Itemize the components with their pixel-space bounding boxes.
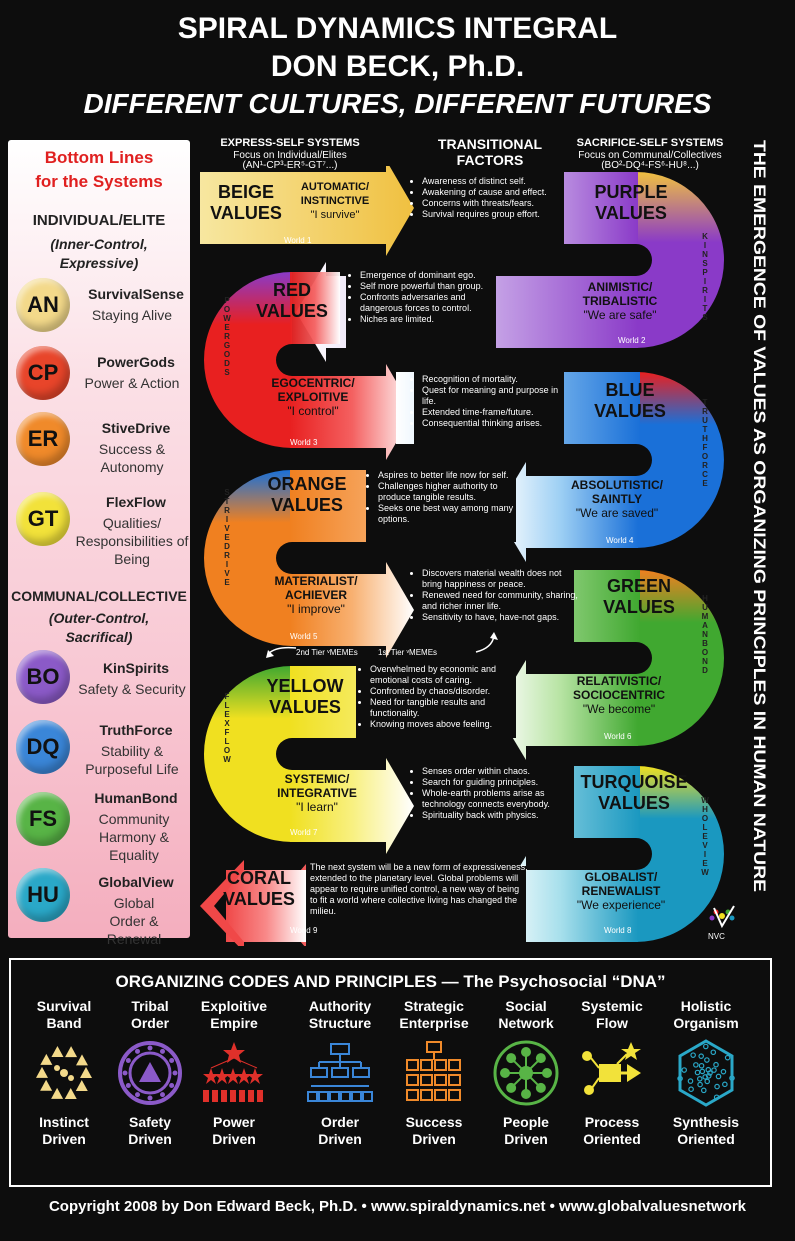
code-bottom-label-3: Order Driven	[318, 1114, 362, 1147]
code-top-label-3: Authority Structure	[308, 998, 372, 1031]
yellow-title: YELLOW VALUES	[266, 676, 344, 717]
survival-icon	[29, 1038, 99, 1108]
system-desc-fs: Community Harmony & Equality	[98, 811, 170, 863]
organism-icon	[671, 1038, 741, 1108]
system-name-fs: HumanBond	[94, 790, 178, 806]
purple-stage: ANIMISTIC/ TRIBALISTIC "We are safe"	[582, 280, 658, 322]
system-desc-gt: Qualities/ Responsibilities of Being	[75, 515, 189, 567]
purple-title: PURPLE VALUES	[594, 182, 668, 223]
system-desc-dq: Stability & Purposeful Life	[85, 743, 179, 777]
code-bottom-label-7: Synthesis Oriented	[672, 1114, 740, 1147]
system-desc-hu: Global Order & Renewal	[106, 895, 162, 947]
transition-6: • Overwhelmed by economic and emotional costs of caring. • Confronted by chaos/disorder. • Need for tangible results and functionality. • Knowing moves above feeling.	[360, 664, 530, 730]
svg-text:THE EMERGENCE OF VALUES AS ORG: THE EMERGENCE OF VALUES AS ORGANIZING PRINCIPLES IN HUMAN NATURE	[750, 140, 769, 801]
tier-2-label: 2nd Tier ᵛMEMEs	[296, 648, 358, 657]
orange-title: ORANGE VALUES	[267, 474, 347, 515]
green-stage: RELATIVISTIC/ SOCIOCENTRIC "We become"	[572, 674, 665, 716]
system-desc-er: Success & Autonomy	[98, 441, 166, 475]
flow-icon	[577, 1038, 647, 1108]
tribal-icon	[115, 1038, 185, 1108]
orange-stage: MATERIALIST/ ACHIEVER "I improve"	[274, 574, 358, 616]
code-top-label-7: Holistic Organism	[673, 998, 739, 1031]
sacrifice-self-focus: Focus on Communal/Collectives	[578, 150, 722, 161]
code-circle-hu: HU	[16, 868, 70, 922]
code-top-label-6: Systemic Flow	[581, 998, 643, 1031]
nvc-logo-icon	[706, 904, 738, 932]
code-top-label-1: Tribal Order	[130, 998, 170, 1031]
world-9: World 9	[290, 926, 318, 935]
network-icon	[491, 1038, 561, 1108]
code-top-label-5: Social Network	[498, 998, 554, 1031]
transition-1: • Awareness of distinct self. • Awakening of cause and effect. • Concerns with threats/fears. • Survival requires group effort.	[412, 176, 568, 220]
sidebar	[8, 140, 190, 947]
system-name-gt: FlexFlow	[106, 494, 166, 510]
express-self-focus: Focus on Individual/Elites	[233, 150, 347, 161]
code-circle-cp: CP	[16, 346, 70, 400]
code-circle-fs: FS	[16, 792, 70, 846]
transition-2: • Emergence of dominant ego. • Self more powerful than group. • Confronts adversaries and dangerous forces to control. • Niches are limited.	[350, 270, 500, 325]
beige-stage: AUTOMATIC/ INSTINCTIVE "I survive"	[300, 181, 370, 221]
title-line-3: DIFFERENT CULTURES, DIFFERENT FUTURES	[83, 88, 712, 119]
nvc-logo-text: NVC	[708, 932, 725, 941]
express-self-title: EXPRESS-SELF SYSTEMS	[220, 137, 360, 149]
turquoise-title: TURQUOISE VALUES	[580, 772, 688, 813]
beige-title: BEIGE VALUES	[210, 182, 282, 223]
turquoise-stage: GLOBALIST/ RENEWALIST "We experience"	[576, 870, 666, 912]
code-circle-an: AN	[16, 278, 70, 332]
transition-4: • Aspires to better life now for self. • Challenges higher authority to produce tangible results. • Seeks one best way among many options.	[368, 470, 528, 525]
system-desc-bo: Safety & Security	[78, 681, 186, 697]
enterprise-icon	[399, 1038, 469, 1108]
code-bottom-label-2: Power Driven	[212, 1114, 256, 1147]
sacrifice-self-title: SACRIFICE-SELF SYSTEMS	[576, 137, 724, 149]
communal-sub-2: Sacrifical)	[65, 629, 133, 645]
system-name-er: StiveDrive	[101, 420, 171, 436]
world-1: World 1	[284, 236, 312, 245]
communal-sub-1: (Outer-Control,	[48, 610, 150, 626]
red-title: RED VALUES	[256, 280, 328, 321]
transitional-title-2: FACTORS	[456, 152, 524, 168]
world-3: World 3	[290, 438, 318, 447]
code-bottom-label-0: Instinct Driven	[39, 1114, 89, 1147]
transition-8: The next system will be a new form of expressiveness, extended to the planetary level. Global problems will appear to require unified control, a new way of being to fit a world where collective living has changed the milieu.	[310, 862, 528, 916]
system-name-bo: KinSpirits	[102, 660, 170, 676]
system-name-an: SurvivalSense	[88, 286, 184, 302]
system-desc-an: Staying Alive	[91, 307, 173, 323]
world-2: World 2	[618, 336, 646, 345]
individual-sub-1: (Inner-Control,	[50, 236, 148, 252]
vertical-title	[740, 140, 780, 900]
code-bottom-label-1: Safety Driven	[128, 1114, 172, 1147]
system-name-dq: TruthForce	[99, 722, 173, 738]
coral-title: CORAL VALUES	[223, 868, 295, 909]
green-title: GREEN VALUES	[603, 576, 675, 617]
empire-icon	[199, 1038, 269, 1108]
sidebar-heading-1: Bottom Lines	[44, 148, 154, 167]
system-name-hu: GlobalView	[98, 874, 174, 890]
world-7: World 7	[290, 828, 318, 837]
code-bottom-label-4: Success Driven	[405, 1114, 463, 1147]
footer-copyright: Copyright 2008 by Don Edward Beck, Ph.D. • www.spiraldynamics.net • www.globalvaluesnetwork	[48, 1198, 747, 1215]
code-circle-dq: DQ	[16, 720, 70, 774]
communal-title: COMMUNAL/COLLECTIVE	[11, 588, 187, 604]
code-top-label-4: Strategic Enterprise	[399, 998, 469, 1031]
transition-3: • Recognition of mortality. • Quest for meaning and purpose in life. • Extended time-frame/future. • Consequential thinking arises.	[412, 374, 568, 429]
world-5: World 5	[290, 632, 318, 641]
transitional-title-1: TRANSITIONAL	[437, 136, 543, 152]
system-name-cp: PowerGods	[97, 354, 175, 370]
yellow-stage: SYSTEMIC/ INTEGRATIVE "I learn"	[277, 772, 357, 814]
poster: SPIRAL DYNAMICS INTEGRAL DON BECK, Ph.D. DIFFERENT CULTURES, DIFFERENT FUTURES Bottom Lines for the Systems INDIVIDUAL/ELITE (Inner-Control, Expressive) AN SurvivalSense Staying Alive CP PowerGods Power & Action ER StiveDrive Success & Autonomy GT FlexFlow Qualities/ Responsibilities of Being COMMUNAL/COLLECTIVE (Outer-Control, Sacrifical) BO KinSpirits Safety & Security DQ TruthForce Stability & Purposeful Life FS HumanBond Community Harmony & Equality HU GlobalView Global Order & Renewal EXPRESS-SELF SYSTEMS Focus on Individual/Elites (AN¹-CP³-ER⁵-GT⁷...) TRANSITIONAL FACTORS SACRIFICE-SELF SYSTEMS Focus on Communal/Collectives (BO²-DQ⁴-FS⁶-HU⁸...) THE EMERGENCE OF VALUES AS ORGANIZING PRINCIPLES IN HUMAN NATURE BEIGE VALUES AUTOMATIC/ INSTINCTIVE "I survive" World 1 • Awareness of distinct self. • Awakening of cause and effect. • Concerns with threats/fears. • Survival requires group effort. PURPLE VALUES ANIMISTIC/ TRIBALISTIC "We are safe" World 2 • Emergence of dominant ego. • Self more powerful than group. • Confronts adversaries and dangerous forces to control. • Niches are limited. RED VALUES EGOCENTRIC/ EXPLOITIVE "I control" World 3 • Recognition of mortality. • Quest for meaning and purpose in life. • Extended time-frame/future. • Consequential thinking arises. BLUE VALUES ABSOLUTISTIC/ SAINTLY "We are saved" World 4 • Aspires to better life now for self. • Challenges higher authority to produce tangible results. • Seeks one best way among many options. ORANGE VALUES MATERIALIST/ ACHIEVER "I improve" World 5 • Discovers material wealth does not bring happiness or peace. • Renewed need for community, sharing, and richer inner life. • Sensitivity to have, have-not gaps. 2nd Tier ᵛMEMEs 1st Tier ᵛMEMEs GREEN VALUES RELATIVISTIC/ SOCIOCENTRIC "We become" World 6 • Overwhelmed by economic and emotional costs of caring. • Confronted by chaos/disorder. • Need for tangible results and functionality. • Knowing moves above feeling. YELLOW VALUES SYSTEMIC/ INTEGRATIVE "I learn" World 7 • Senses order within chaos. • Search for guiding principles. • Whole-earth problems arise as technology connects everybody. • Spirituality back with physics. TURQUOISE VALUES GLOBALIST/ RENEWALIST "We experience" World 8 The next system will be a new form of expressiveness, extended to the planetary level. Global problems will appear to require unified control, a new way of being to fit a world where collective living has changed the milieu. CORAL VALUES World 9 NVC K I N S P I R I T S P O W E R G O D S T R U T H F O R C E S T R I V E D R I V E H U M A N B O N D F L E X F L O W W H O L E V I E W ORGANIZING CODES AND PRINCIPLES — The Psychosocial “DNA” Survival Band Instinct Driven Tribal Order Safety Driven Exploitive Empire Power Driven Authority Structure Order Driven Strategic Enterprise Success Driven Social Network People Driven Systemic Flow Process Oriented Holistic Organism Synthesis Oriented Copyright 2008 by Don Edward Beck, Ph.D. • www.spiraldynamics.net • www.globalvaluesnetwork	[0, 0, 795, 1241]
individual-sub-2: Expressive)	[59, 255, 139, 271]
express-self-codes: (AN¹-CP³-ER⁵-GT⁷...)	[242, 160, 338, 171]
transition-5: • Discovers material wealth does not bring happiness or peace. • Renewed need for community, sharing, and richer inner life. • Sensitivity to have, have-not gaps.	[412, 568, 578, 623]
blue-stage: ABSOLUTISTIC/ SAINTLY "We are saved"	[571, 478, 663, 520]
code-bottom-label-6: Process Oriented	[583, 1114, 641, 1147]
tier-1-label: 1st Tier ᵛMEMEs	[378, 648, 438, 657]
title-line-2: DON BECK, Ph.D.	[270, 50, 525, 83]
code-circle-bo: BO	[16, 650, 70, 704]
code-top-label-2: Exploitive Empire	[200, 998, 268, 1031]
world-4: World 4	[606, 536, 634, 545]
system-desc-cp: Power & Action	[84, 375, 180, 391]
world-6: World 6	[604, 732, 632, 741]
tier-arrow-left	[268, 648, 296, 654]
transition-7: • Senses order within chaos. • Search for guiding principles. • Whole-earth problems arise as technology connects everybody. • Spirituality back with physics.	[412, 766, 578, 821]
code-bottom-label-5: People Driven	[503, 1114, 549, 1147]
blue-title: BLUE VALUES	[594, 380, 666, 421]
sacrifice-self-codes: (BO²-DQ⁴-FS⁶-HU⁸...)	[601, 160, 699, 171]
red-stage: EGOCENTRIC/ EXPLOITIVE "I control"	[271, 376, 355, 418]
individual-title: INDIVIDUAL/ELITE	[32, 212, 166, 229]
sidebar-heading-2: for the Systems	[35, 172, 163, 191]
hierarchy-icon	[305, 1038, 375, 1108]
world-8: World 8	[604, 926, 632, 935]
code-top-label-0: Survival Band	[36, 998, 92, 1031]
title-line-1: SPIRAL DYNAMICS INTEGRAL	[177, 12, 618, 45]
codes-title: ORGANIZING CODES AND PRINCIPLES — The Psychosocial “DNA”	[115, 972, 666, 991]
code-circle-gt: GT	[16, 492, 70, 546]
code-circle-er: ER	[16, 412, 70, 466]
